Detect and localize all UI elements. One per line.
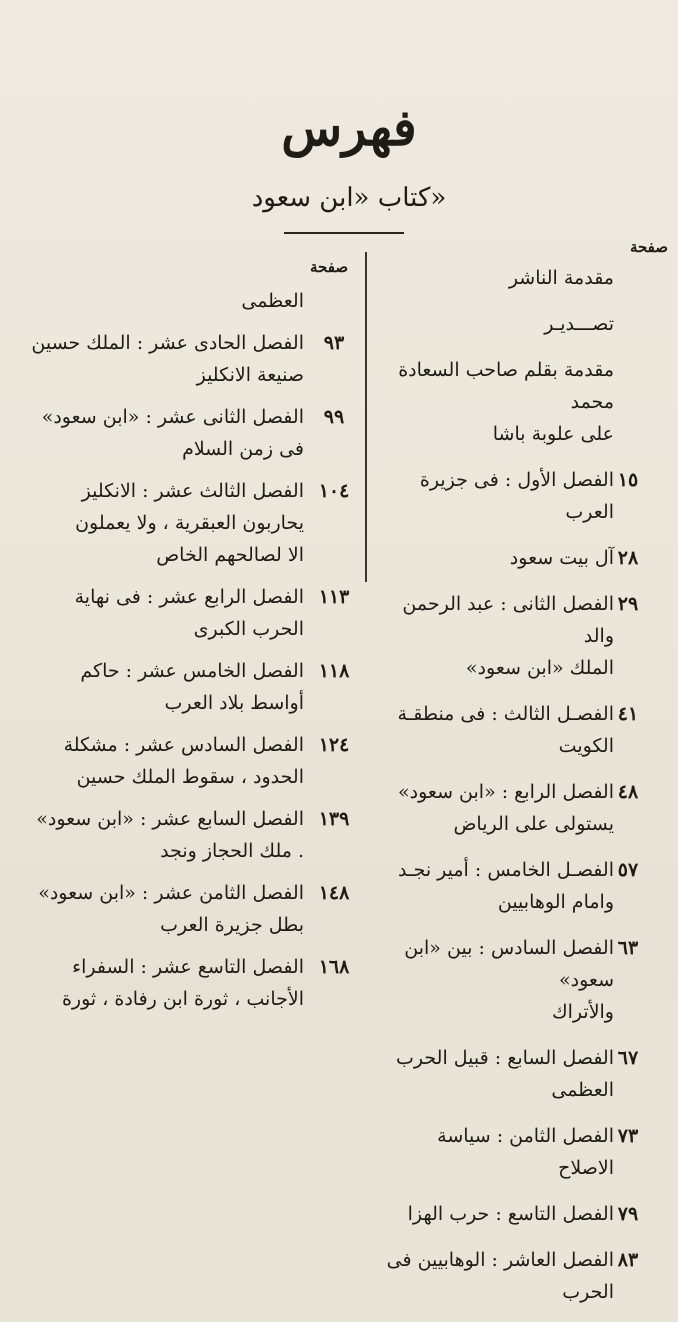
toc-entry — [4, 655, 356, 719]
toc-page-number: ١٣٩ — [318, 808, 350, 830]
toc-page-number: ٢٩ — [617, 593, 639, 615]
toc-entry-title: الفصل الخامس عشر : حاكم أواسط بلاد العرب — [80, 660, 304, 714]
toc-entry — [380, 932, 676, 1028]
toc-left-column — [4, 285, 356, 1025]
toc-entry — [4, 951, 356, 1015]
toc-entry-title: الفصل الرابع : «ابن سعود» يستولى على الرياض — [398, 781, 614, 835]
toc-entry-title: الفصل الأول : فى جزيرة العرب — [419, 469, 614, 523]
toc-entry-title: تصـــديـر — [544, 313, 614, 335]
toc-entry-title: الفصل السادس عشر : مشكلة الحدود ، سقوط الملك حسين — [63, 734, 304, 788]
toc-entry — [380, 854, 676, 918]
toc-entry-title: آل بيت سعود — [509, 547, 614, 569]
toc-page-number: ٨٣ — [617, 1249, 639, 1271]
toc-page-number: ٦٣ — [617, 937, 639, 959]
toc-entry-title: الفصل الثانى عشر : «ابن سعود» فى زمن السلام — [41, 406, 304, 460]
column-divider — [365, 252, 367, 582]
toc-right-column — [380, 262, 676, 1322]
toc-entry-title: الفصل الحادى عشر : الملك حسين صنيعة الانكليز — [31, 332, 304, 386]
toc-page-number: ١١٣ — [318, 586, 350, 608]
toc-entry-title: الفصل الثامن : سياسة الاصلاح — [437, 1125, 614, 1179]
toc-entry — [4, 327, 356, 391]
toc-entry — [380, 1198, 676, 1230]
toc-page-number: ١٥ — [617, 469, 639, 491]
toc-entry — [380, 1042, 676, 1106]
toc-entry — [4, 877, 356, 941]
toc-page-number: ٧٣ — [617, 1125, 639, 1147]
toc-page-number: ٥٧ — [617, 859, 639, 881]
index-title: فهرس — [281, 98, 417, 157]
toc-page-number: ١١٨ — [318, 660, 350, 682]
toc-entry-title: الفصل العاشر : الوهابيين فى الحرب — [386, 1249, 614, 1303]
toc-page-number: ٤١ — [617, 703, 639, 725]
toc-entry-title: الفصل السابع عشر : «ابن سعود» . ملك الحجاز ونجد — [36, 808, 304, 862]
toc-entry-title: الفصل السادس : بين «ابن سعود» والأتراك — [404, 937, 614, 1023]
toc-page-number: ٤٨ — [617, 781, 639, 803]
toc-entry — [4, 729, 356, 793]
toc-entry — [380, 542, 676, 574]
toc-page-number: ٢٨ — [617, 547, 639, 569]
page-column-header-right: صفحة — [629, 238, 668, 256]
toc-entry-title: الفصل التاسع عشر : السفراء الأجانب ، ثورة ابن رفادة ، ثورة — [61, 956, 304, 1010]
title-underline — [284, 232, 404, 234]
toc-entry-title: الفصـل الخامس : أمير نجـد وامام الوهابيين — [398, 859, 614, 913]
toc-entry-title: العظمى — [241, 290, 304, 312]
page-column-header-left: صفحة — [310, 258, 349, 276]
book-subtitle: كتاب «ابن سعود» — [251, 183, 447, 213]
toc-entry — [380, 698, 676, 762]
toc-entry — [380, 354, 676, 450]
toc-entry-title: الفصل الثانى : عبد الرحمن والد الملك «ابن سعود» — [402, 593, 614, 679]
toc-entry-title: الفصل الرابع عشر : فى نهاية الحرب الكبرى — [74, 586, 304, 640]
toc-entry — [380, 776, 676, 840]
toc-entry — [380, 464, 676, 528]
toc-entry-title: الفصل الثامن عشر : «ابن سعود» بطل جزيرة العرب — [38, 882, 304, 936]
toc-page-number: ٦٧ — [617, 1047, 639, 1069]
toc-entry — [4, 803, 356, 867]
toc-page-number: ٧٩ — [617, 1203, 639, 1225]
toc-entry — [380, 308, 676, 340]
toc-entry-title: الفصل الثالث عشر : الانكليز يحاربون العبقرية ، ولا يعملون الا لصالحهم الخاص — [75, 480, 304, 566]
toc-entry-title: الفصـل الثالث : فى منطقـة الكويت — [397, 703, 614, 757]
toc-entry — [380, 588, 676, 684]
toc-page-number: ١٤٨ — [318, 882, 350, 904]
toc-entry — [380, 262, 676, 294]
toc-entry-title: مقدمة الناشر — [508, 267, 614, 289]
toc-entry-title: الفصل السابع : قبيل الحرب العظمى — [396, 1047, 614, 1101]
toc-entry — [380, 1120, 676, 1184]
toc-page-number: ١٢٤ — [318, 734, 350, 756]
toc-page-number: ٩٣ — [323, 332, 345, 354]
toc-entry — [4, 475, 356, 571]
toc-entry — [380, 1244, 676, 1308]
toc-entry-title: الفصل التاسع : حرب الهزا — [407, 1203, 614, 1225]
toc-page-number: ١٦٨ — [318, 956, 350, 978]
toc-entry — [4, 581, 356, 645]
toc-entry — [4, 401, 356, 465]
toc-page-number: ١٠٤ — [318, 480, 350, 502]
toc-entry — [4, 285, 356, 317]
toc-entry-title: مقدمة بقلم صاحب السعادة محمد على علوبة باشا — [398, 359, 614, 445]
toc-page-number: ٩٩ — [323, 406, 345, 428]
